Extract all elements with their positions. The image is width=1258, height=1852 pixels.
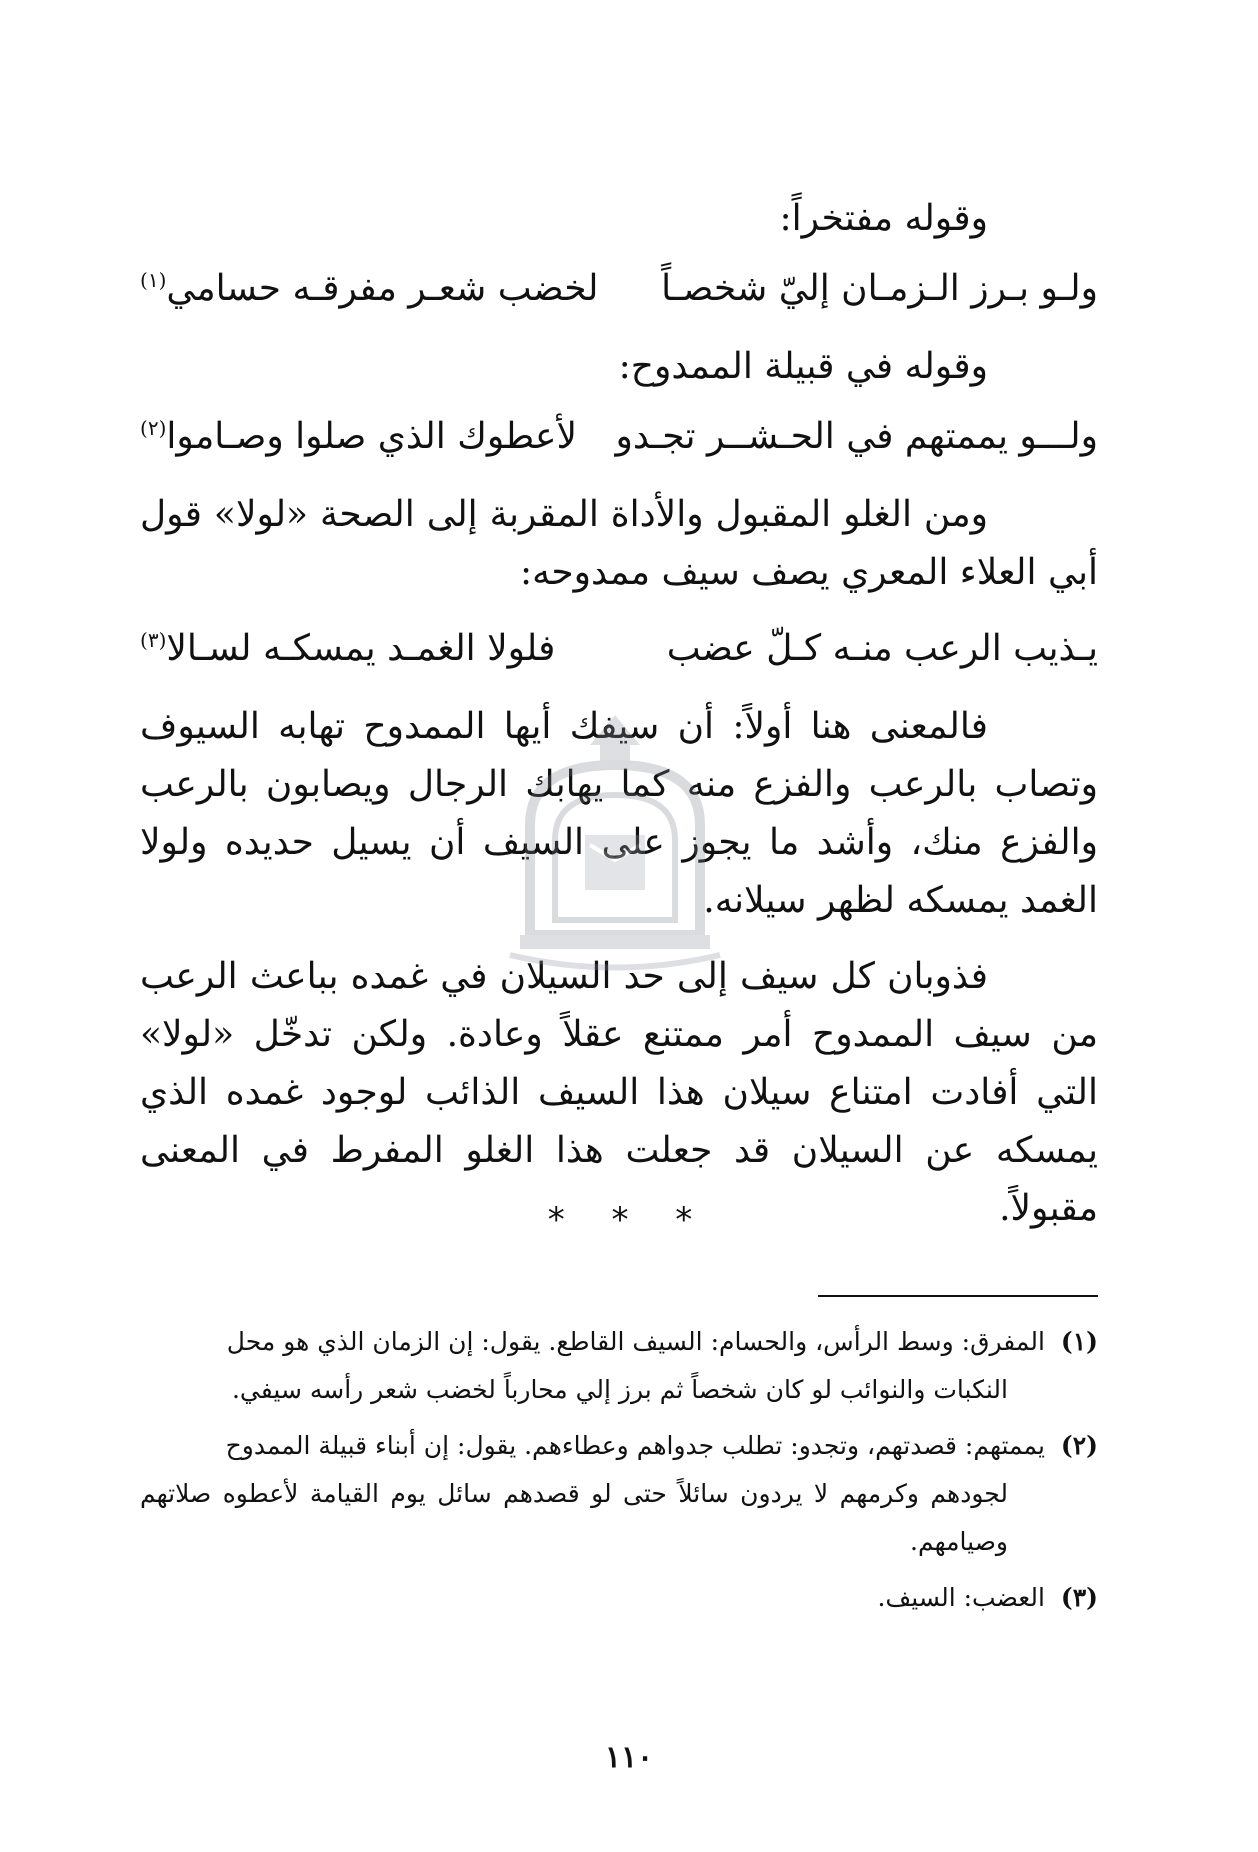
section-separator: * * * — [547, 1200, 711, 1240]
paragraph-2 — [140, 698, 1098, 930]
paragraph-1-first: ومن الغلو المقبول والأداة المقربة إلى الصحة «لولا» قول أبي العلاء — [140, 494, 1098, 593]
verse-2-left-hemistich — [140, 408, 577, 466]
verse-3-left-hemistich — [140, 620, 555, 678]
verse-2-right-hemistich: ولـــو يممتهم في الحـشــر تجـدو — [615, 416, 1098, 457]
main-text — [140, 190, 1098, 1256]
footnote-3 — [140, 1574, 1098, 1622]
verse-1 — [140, 260, 1098, 318]
footnote-2 — [140, 1422, 1098, 1566]
footnote-divider — [818, 1295, 1098, 1297]
verse-1-right-hemistich: ولـو بـرز الـزمـان إليّ شخصـاً — [661, 268, 1098, 309]
verse-1-left-text: لخضب شعـر مفرقـه حسامي — [166, 268, 599, 309]
footnote-ref-2: (٢) — [140, 416, 167, 440]
intro-line-2: وقوله في قبيلة الممدوح: — [618, 346, 988, 387]
page-number: ١١٠ — [604, 1740, 654, 1775]
footnote-ref-1: (١) — [140, 268, 167, 292]
verse-2-left-text: لأعطوك الذي صلوا وصـاموا — [166, 416, 577, 457]
paragraph-3 — [140, 948, 1098, 1238]
footnote-ref-3: (٣) — [140, 628, 167, 652]
footnote-3-text: العضب: السيف. — [877, 1583, 1045, 1612]
paragraph-1 — [140, 486, 1098, 602]
verse-1-left-hemistich — [140, 260, 598, 318]
paragraph-3-first: فذوبان كل سيف إلى حد السيلان في غمده بباعث الرعب من — [140, 956, 1098, 1055]
verse-3-left-text: فلولا الغمـد يمسكـه لسـالا — [166, 628, 556, 669]
paragraph-1-rest: المعري يصف سيف ممدوحه: — [519, 552, 949, 593]
paragraph-2-rest: بالرعب والفزع منه كما يهابك الرجال ويصابون بالرعب والفزع منك، وأشد ما يجوز على السيف أن يسيل حديده ولولا الغمد يمسكه لظهر سيلانه. — [140, 764, 1098, 921]
footnote-1-text: المفرق: وسط الرأس، والحسام: السيف القاطع. يقول: إن الزمان الذي هو محل — [226, 1327, 1045, 1356]
verse-2 — [140, 408, 1098, 466]
footnote-2-number: (٢) — [1060, 1431, 1098, 1460]
paragraph-3-rest: سيف الممدوح أمر ممتنع عقلاً وعادة. ولكن تدخّل «لولا» التي أفادت امتناع سيلان هذا السيف الذائب لوجود غمده الذي يمسكه عن السيلان قد جعلت هذا الغلو المفرط في المعنى مقبولاً. — [140, 1014, 1098, 1229]
footnotes — [140, 1318, 1098, 1630]
intro-line-1: وقوله مفتخراً: — [779, 198, 988, 239]
verse-3-right-hemistich: يـذيب الرعب منـه كـلّ عضب — [666, 628, 1098, 669]
verse-3 — [140, 620, 1098, 678]
footnote-2-text: يممتهم: قصدتهم، وتجدو: تطلب جدواهم وعطاءهم. يقول: إن أبناء قبيلة الممدوح — [225, 1431, 1045, 1460]
footnote-1-continuation: النكبات والنوائب لو كان شخصاً ثم برز إلي محارباً لخضب شعر رأسه سيفي. — [231, 1375, 1008, 1404]
footnote-3-number: (٣) — [1060, 1583, 1098, 1612]
footnote-2-continuation: لجودهم وكرمهم لا يردون سائلاً حتى لو قصدهم سائل يوم القيامة لأعطوه صلاتهم وصيامهم. — [140, 1479, 1008, 1556]
footnote-1 — [140, 1318, 1098, 1414]
footnote-1-number: (١) — [1060, 1327, 1098, 1356]
paragraph-2-first: فالمعنى هنا أولاً: أن سيفك أيها الممدوح تهابه السيوف وتصاب — [140, 706, 1098, 805]
